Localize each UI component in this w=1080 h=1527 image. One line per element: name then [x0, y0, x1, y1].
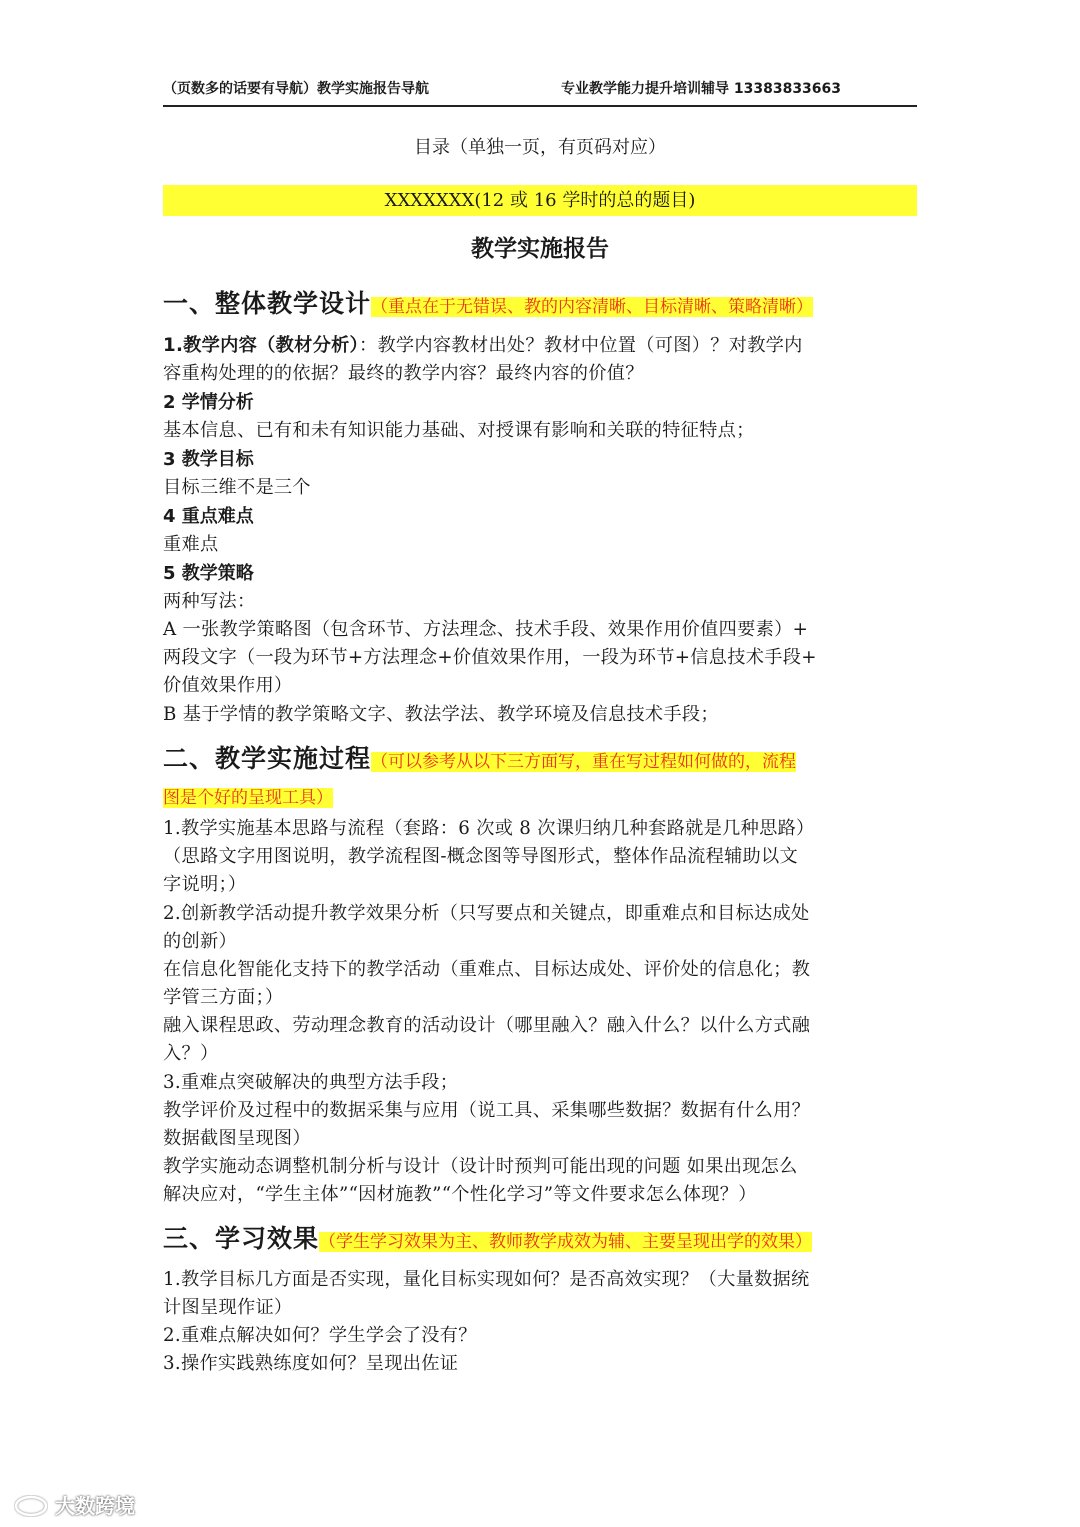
- s2-line: 融入课程思政、劳动理念教育的活动设计（哪里融入？融入什么？以什么方式融: [163, 1015, 811, 1036]
- section-2-note-a: （可以参考从以下三方面写，重在写过程如何做的，流程: [371, 752, 797, 772]
- page-header: [163, 78, 917, 102]
- s3-line: 计图呈现作证）: [163, 1297, 293, 1318]
- s2-line: 1.教学实施基本思路与流程（套路：6 次或 8 次课归纳几种套路就是几种思路）: [163, 818, 815, 839]
- item-1-text-a: ：教学内容教材出处？教材中位置（可图）？对教学内: [358, 335, 803, 356]
- s2-line: 解决应对，“学生主体”“因材施教”“个性化学习”等文件要求怎么体现？）: [163, 1184, 757, 1205]
- header-left: （页数多的话要有导航）教学实施报告导航: [163, 81, 429, 97]
- section-3-heading: [163, 1219, 923, 1255]
- s3-line: 3.操作实践熟练度如何？呈现出佐证: [163, 1353, 459, 1374]
- s2-line: 入？）: [163, 1043, 219, 1064]
- toc-note: 目录（单独一页，有页码对应）: [414, 137, 666, 158]
- item-5-text-d: 价值效果作用）: [163, 675, 293, 696]
- item-5-label: 5 教学策略: [163, 563, 254, 584]
- s2-line: 学管三方面；）: [163, 987, 284, 1008]
- item-2-text: 基本信息、已有和未有知识能力基础、对授课有影响和关联的特征特点；: [163, 420, 755, 441]
- s2-line: 的创新）: [163, 931, 237, 952]
- section-1-heading: [163, 284, 923, 320]
- item-2-label: 2 学情分析: [163, 392, 254, 413]
- item-1-text-b: 容重构处理的的依据？最终的教学内容？最终内容的价值？: [163, 363, 644, 384]
- s3-line: 2.重难点解决如何？学生学会了没有？: [163, 1325, 477, 1346]
- item-3-text: 目标三维不是三个: [163, 477, 311, 498]
- section-3-title: 三、学习效果: [163, 1224, 320, 1253]
- s2-line: 字说明；）: [163, 874, 247, 895]
- section-2-heading: [163, 739, 923, 775]
- main-title: 教学实施报告: [471, 236, 609, 262]
- s2-line: 数据截图呈现图）: [163, 1128, 311, 1149]
- item-4-text: 重难点: [163, 534, 219, 555]
- section-2-note-line: [163, 783, 923, 808]
- item-1-line: [163, 331, 803, 357]
- header-right: 专业教学能力提升培训辅导 13383833663: [561, 81, 842, 97]
- s2-line: （思路文字用图说明，教学流程图-概念图等导图形式，整体作品流程辅助以文: [163, 846, 799, 867]
- s2-line: 2.创新教学活动提升教学效果分析（只写要点和关键点，即重难点和目标达成处: [163, 903, 810, 924]
- watermark: [14, 1490, 135, 1519]
- watermark-text: 大数跨境: [54, 1494, 135, 1518]
- section-2-title: 二、教学实施过程: [163, 744, 372, 773]
- s3-line: 1.教学目标几方面是否实现，量化目标实现如何？是否高效实现？（大量数据统: [163, 1269, 810, 1290]
- section-1-title: 一、整体教学设计: [163, 289, 372, 318]
- item-5-text-b: A 一张教学策略图（包含环节、方法理念、技术手段、效果作用价值四要素）+: [163, 619, 809, 640]
- item-3-label: 3 教学目标: [163, 449, 254, 470]
- header-divider: [163, 105, 917, 107]
- total-title: XXXXXXX(12 或 16 学时的总的题目): [163, 185, 917, 216]
- section-1-note: （重点在于无错误、教的内容清晰、目标清晰、策略清晰）: [371, 297, 814, 317]
- s2-line: 在信息化智能化支持下的教学活动（重难点、目标达成处、评价处的信息化；教: [163, 959, 811, 980]
- s2-line: 3.重难点突破解决的典型方法手段；: [163, 1072, 459, 1093]
- item-1-label: 1.教学内容（教材分析）: [163, 335, 359, 356]
- watermark-logo-icon: [14, 1495, 48, 1517]
- item-4-label: 4 重点难点: [163, 506, 254, 527]
- item-5-text-a: 两种写法：: [163, 591, 256, 612]
- section-2-note-b: 图是个好的呈现工具）: [163, 788, 333, 808]
- s2-line: 教学评价及过程中的数据采集与应用（说工具、采集哪些数据？数据有什么用？: [163, 1100, 811, 1121]
- section-3-note: （学生学习效果为主、教师教学成效为辅、主要呈现出学的效果）: [319, 1232, 813, 1252]
- item-5-text-e: B 基于学情的教学策略文字、教法学法、教学环境及信息技术手段；: [163, 704, 719, 725]
- item-5-text-c: 两段文字（一段为环节+方法理念+价值效果作用，一段为环节+信息技术手段+: [163, 647, 817, 668]
- s2-line: 教学实施动态调整机制分析与设计（设计时预判可能出现的问题 如果出现怎么: [163, 1156, 798, 1177]
